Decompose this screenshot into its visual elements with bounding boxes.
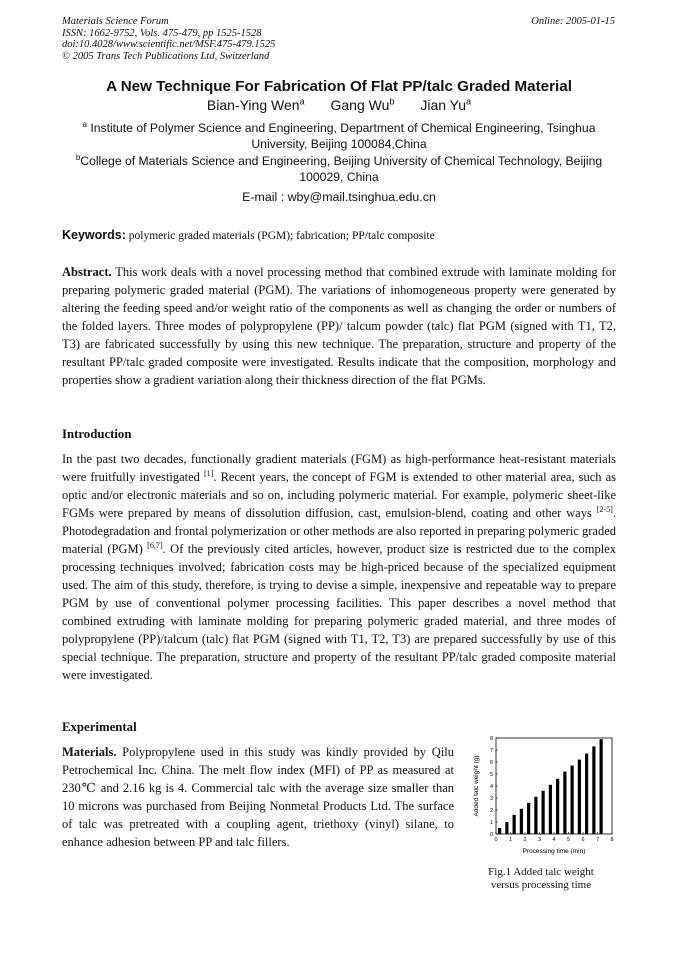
- abstract-text: This work deals with a novel processing method that combined extrude with laminate molding for preparing polymeric graded material (PGM). The variations of inhomogeneous property were generated by altering the feeding speed and/or weight ratio of the components as well as changing the order or numbers of the folded layers. Three modes of polypropylene (PP)/ talcum powder (talc) flat PGM (signed with T1, T2, T3) are fabricated successfully by using this new technique. The preparation, structure and property of the resultant PP/talc graded composite were investigated. Results indicate that the composition, morphology and properties show a gradient variation along their thickness direction of the flat PGMs.: [62, 265, 616, 387]
- author: Jian Yu$^a$: [420, 96, 472, 113]
- x-tick-label: 3: [537, 837, 542, 843]
- bar: [534, 797, 537, 834]
- bar: [578, 760, 581, 834]
- bar: [505, 822, 508, 834]
- x-tick-label: 1: [508, 837, 513, 843]
- x-axis-label: Processing time (min): [522, 848, 586, 855]
- citation: [6,7]: [147, 540, 163, 550]
- materials-paragraph: [62, 743, 454, 851]
- materials-text: Polypropylene used in this study was kindly provided by Qilu Petrochemical Inc. China. The melt flow index (MFI) of PP as measured at 230℃ and 2.16 kg is 4. Commercial talc with the average size smaller than 10 microns was purchased from Beijing Nonmetal Products Ltd. The surface of talc was pretreated with a coupling agent, triethoxy (vinyl) silane, to enhance adhesion between PP and talc fillers.: [62, 745, 455, 849]
- bar: [527, 803, 530, 834]
- introduction-text: In the past two decades, functionally gradient materials (FGM) as high-performance heat-resistant materials were fruitfully investigated [1]. Recent years, the concept of FGM is extended to other material area, such as optic and/or electronic materials and so on, including polymeric material. For example, polymeric sheet-like FGMs were prepared by means of dissolution diffusion, cast, emulsion-blend, coating and other ways [2-5]. Photodegradation and frontal polymerization or other methods are also reported in preparing polymeric graded material (PGM) [6,7]. Of the previously cited articles, however, product size is restricted due to the complex processing techniques involved; fabrication costs may be high-priced because of the specialized equipment used. The aim of this study, therefore, is trying to devise a simple, inexpensive and repeatable way to prepare PGM by use of conventional polymer processing facilities. This paper describes a novel method that combined extruding with laminate molding for preparing polymeric graded material, and three modes of polypropylene (PP)/talcum (talc) flat PGM (signed with T1, T2, T3) are prepared successfully by use of this special technique. The preparation, structure and property of the resultant PP/talc graded composite material were investigated.: [62, 452, 617, 682]
- bar: [513, 815, 516, 834]
- introduction-heading: Introduction: [62, 427, 132, 441]
- paper-title: A New Technique For Fabrication Of Flat PP/talc Graded Material: [106, 78, 572, 95]
- y-tick-label: 6: [489, 760, 493, 766]
- x-tick-label: 6: [581, 837, 585, 843]
- x-tick-label: 2: [523, 837, 527, 843]
- author-list: [0, 97, 678, 113]
- talc-weight-chart: [466, 730, 616, 856]
- abstract: [62, 263, 616, 389]
- copyright-line: © 2005 Trans Tech Publications Ltd, Switzerland: [62, 50, 270, 62]
- x-tick-label: 5: [566, 837, 571, 843]
- affiliation-a: $^a$ Institute of Polymer Science and Engineering, Department of Chemical Engineering, Tsinghua University, Beijing 100084,China: [82, 119, 596, 151]
- keywords-label: Keywords:: [62, 228, 126, 242]
- bar: [542, 791, 545, 834]
- x-tick-label: 4: [552, 837, 556, 843]
- x-tick-label: 7: [595, 837, 600, 843]
- y-tick-label: 7: [489, 748, 493, 754]
- contact-email: E-mail : wby@mail.tsinghua.edu.cn: [242, 190, 436, 204]
- bar: [549, 785, 552, 834]
- materials-label: Materials.: [62, 745, 117, 759]
- doi-line: doi:10.4028/www.scientific.net/MSF.475-479.1525: [62, 39, 276, 50]
- bar: [600, 739, 603, 834]
- y-tick-label: 5: [489, 772, 493, 778]
- y-tick-label: 3: [489, 796, 493, 802]
- journal-name: Materials Science Forum: [62, 16, 169, 27]
- issn-line: ISSN: 1662-9752, Vols. 475-479, pp 1525-1528: [62, 27, 262, 39]
- bar: [520, 809, 523, 834]
- bar: [585, 754, 588, 834]
- affiliation-b: $^b$College of Materials Science and Engineering, Beijing University of Chemical Technology, Beijing 100029, China: [75, 152, 603, 184]
- bar: [592, 746, 595, 834]
- experimental-heading: Experimental: [62, 720, 137, 734]
- bar: [498, 828, 501, 834]
- author: Bian-Ying Wen$^a$: [206, 96, 305, 113]
- citation: [1]: [203, 468, 214, 478]
- keywords-text: polymeric graded materials (PGM); fabrication; PP/talc composite: [128, 230, 435, 242]
- abstract-label: Abstract.: [62, 265, 112, 279]
- bar: [556, 779, 559, 834]
- y-tick-label: 2: [489, 808, 493, 814]
- y-tick-label: 4: [489, 784, 493, 790]
- figure-caption: Fig.1 Added talc weight versus processing time: [488, 866, 594, 891]
- y-tick-label: 8: [489, 736, 493, 742]
- y-axis-label: Added talc weight (g): [473, 755, 480, 817]
- online-date: Online: 2005-01-15: [531, 16, 615, 27]
- author: Gang Wu$^b$: [330, 96, 395, 113]
- x-tick-label: 8: [610, 837, 614, 843]
- citation: [2-5]: [596, 504, 613, 514]
- bar: [563, 772, 566, 834]
- keywords: [62, 228, 435, 242]
- x-tick-label: 0: [494, 837, 498, 843]
- y-tick-label: 1: [489, 820, 493, 826]
- y-tick-label: 0: [489, 832, 493, 838]
- journal-header: [62, 16, 275, 62]
- bar: [571, 766, 574, 834]
